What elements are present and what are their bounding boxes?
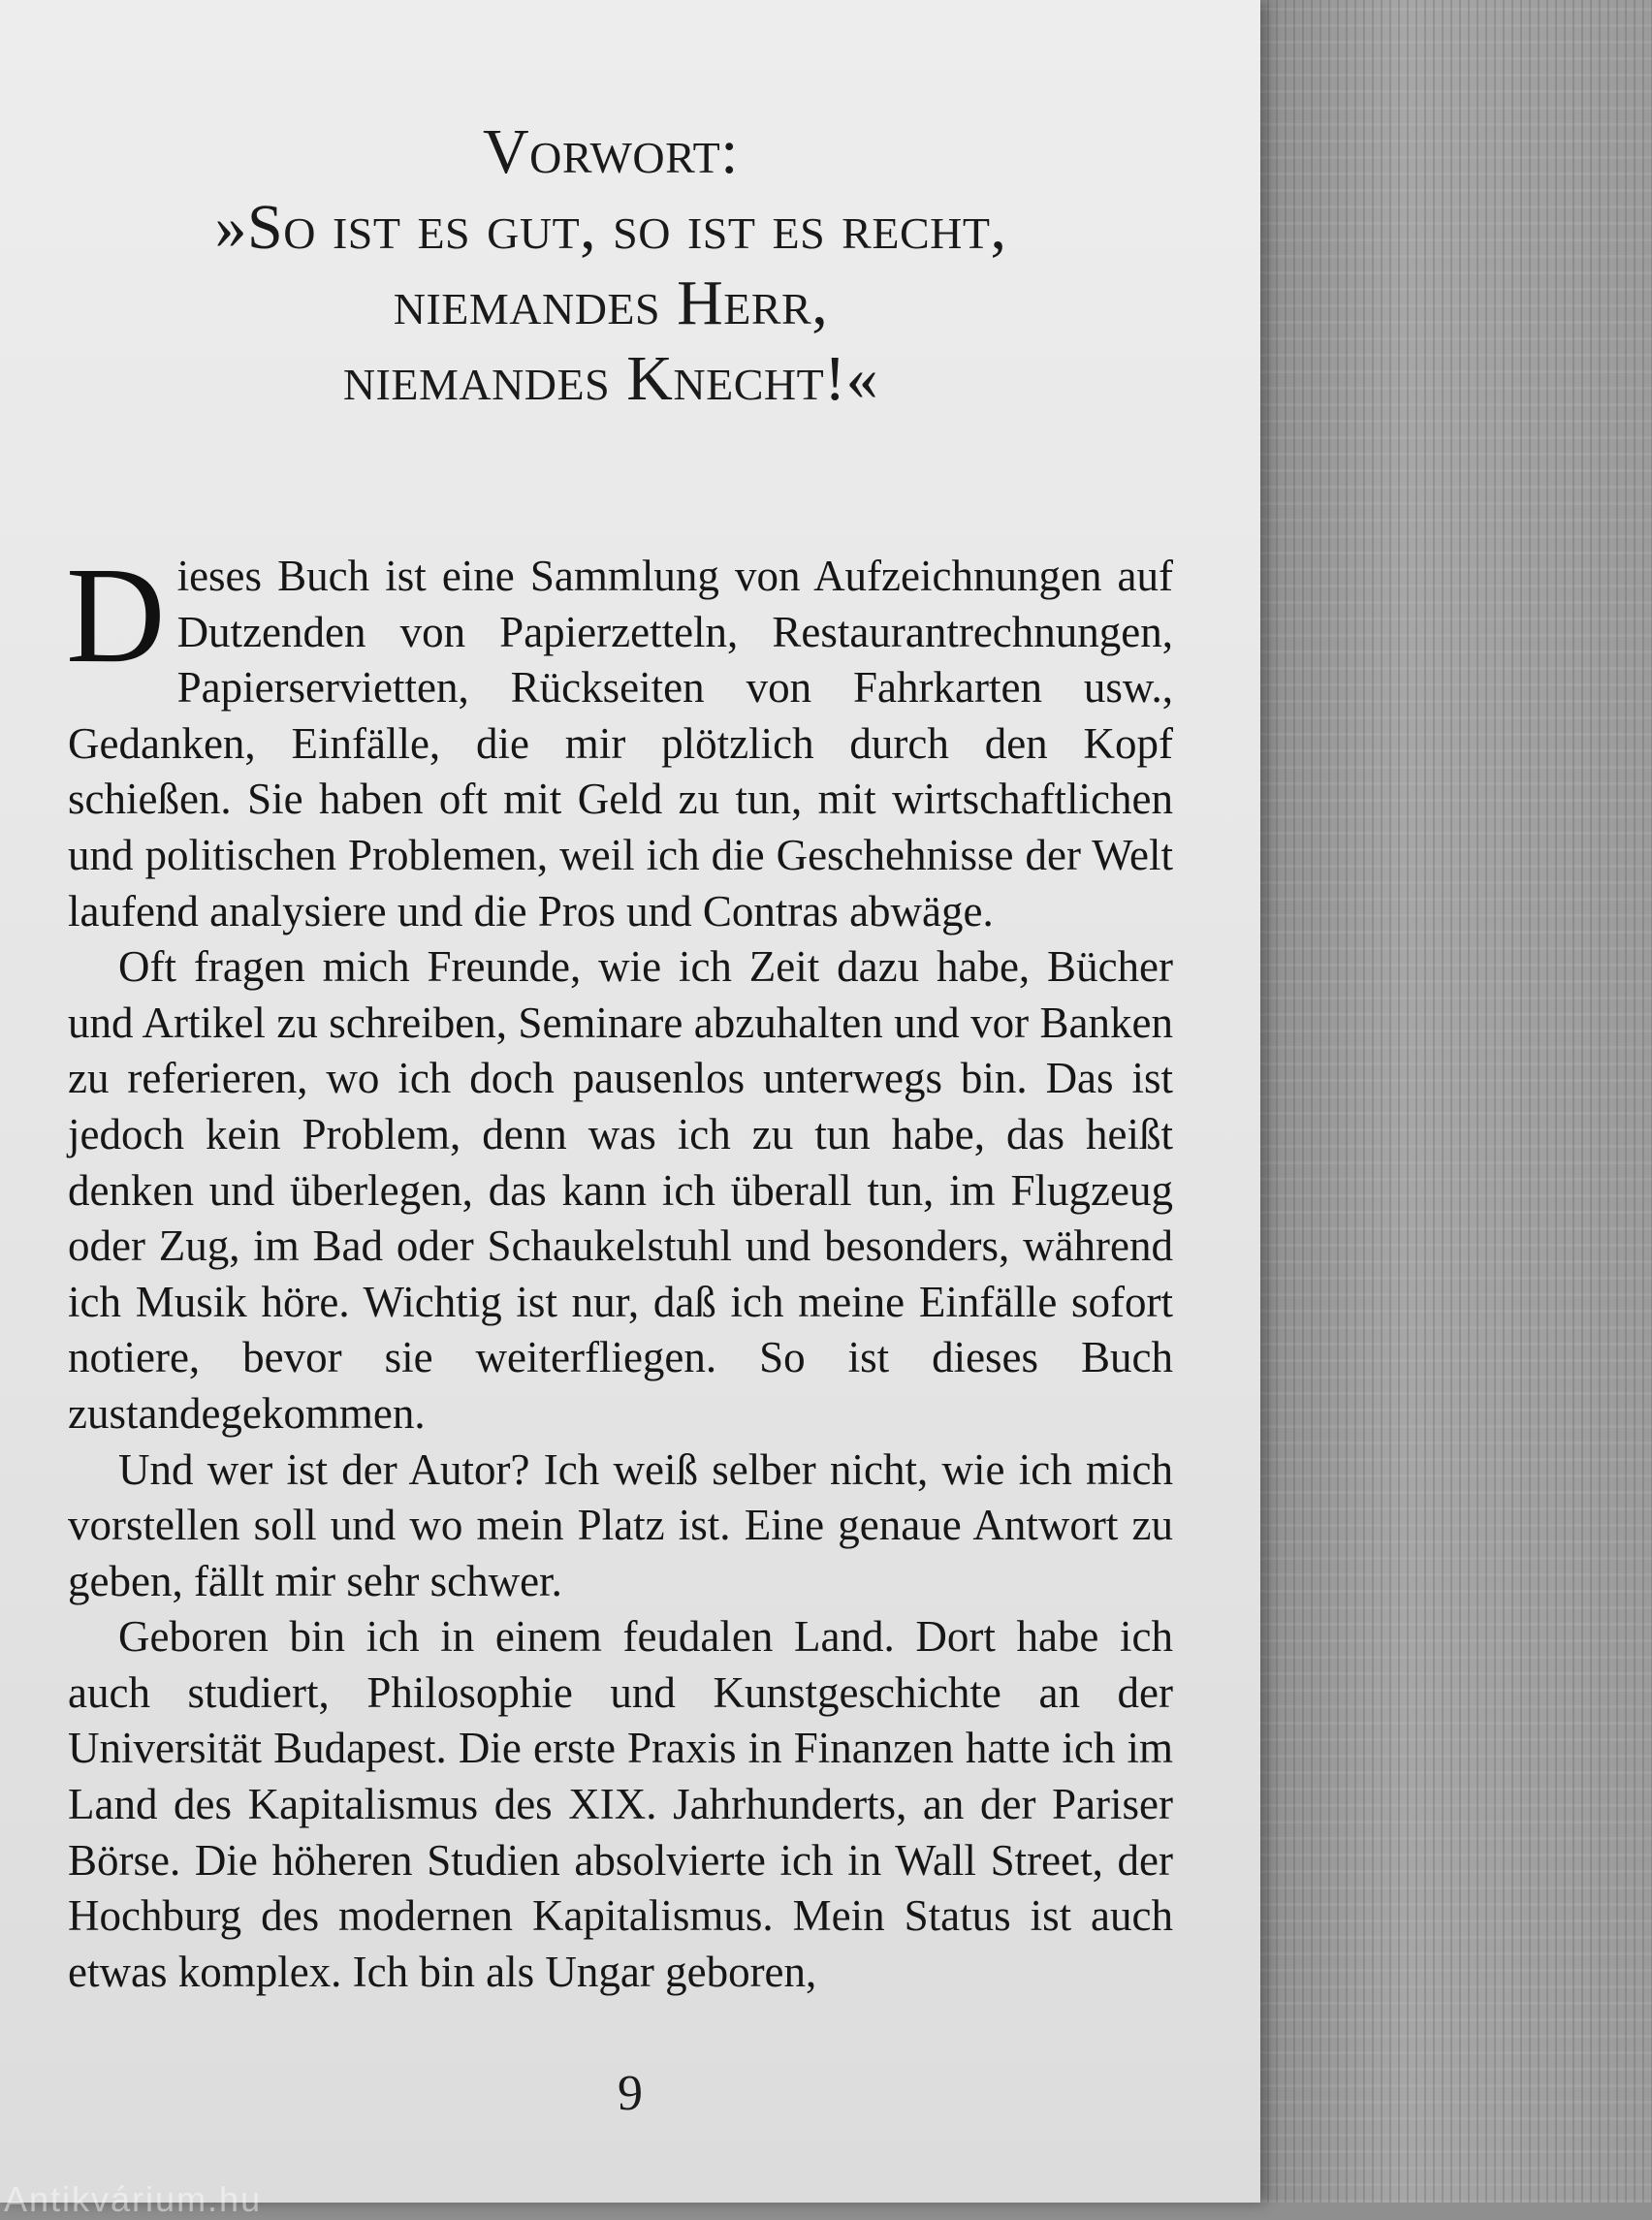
title-line-3: niemandes Herr, — [393, 268, 829, 338]
title-line-1: Vorwort: — [482, 116, 740, 187]
paragraph-1-text: ieses Buch ist eine Sammlung von Aufzeichnungen auf Dutzenden von Papierzetteln, Restaurantrechnungen, Papierservietten, Rückseiten von Fahrkarten usw., Gedanken, Einfälle, die mir plötzlich durch den Kopf schießen. Sie haben oft mit Geld zu tun, mit wirtschaftlichen und politischen Problemen, weil ich die Geschehnisse der Welt laufend analysiere und die Pros und Contras abwäge. — [68, 552, 1173, 936]
watermark: Antikvárium.hu — [4, 2179, 263, 2219]
title-line-2: »So ist es gut, so ist es recht, — [214, 192, 1007, 263]
background-surface — [1241, 0, 1652, 2203]
body-text — [66, 538, 1173, 2000]
drop-cap: D — [66, 538, 166, 691]
page-number: 9 — [618, 2066, 643, 2121]
paragraph-4: Geboren bin ich in einem feudalen Land. Dort habe ich auch studiert, Philosophie und Kunstgeschichte an der Universität Budapest. Die erste Praxis in Finanzen hatte ich im Land des Kapitalismus des XIX. Jahrhunderts, an der Pariser Börse. Die höheren Studien absolvierte ich in Wall Street, der Hochburg des modernen Kapitalismus. Mein Status ist auch etwas komplex. Ich bin als Ungar geboren, — [68, 1612, 1173, 1996]
chapter-title — [58, 114, 1163, 417]
paragraph-2: Oft fragen mich Freunde, wie ich Zeit dazu habe, Bücher und Artikel zu schreiben, Seminare abzuhalten und vor Banken zu referieren, wo ich doch pausenlos unterwegs bin. Das ist jedoch kein Problem, denn was ich zu tun habe, das heißt denken und überlegen, das kann ich überall tun, im Flugzeug oder Zug, im Bad oder Schaukelstuhl und besonders, während ich Musik höre. Wichtig ist nur, daß ich meine Einfälle sofort notiere, bevor sie weiterfliegen. So ist dieses Buch zustandegekommen. — [68, 942, 1173, 1438]
paragraph-1 — [66, 538, 1173, 939]
title-line-4: niemandes Knecht!« — [342, 343, 879, 414]
paragraph-3: Und wer ist der Autor? Ich weiß selber nicht, wie ich mich vorstellen soll und wo mein Platz ist. Eine genaue Antwort zu geben, fällt mir sehr schwer. — [68, 1444, 1173, 1605]
